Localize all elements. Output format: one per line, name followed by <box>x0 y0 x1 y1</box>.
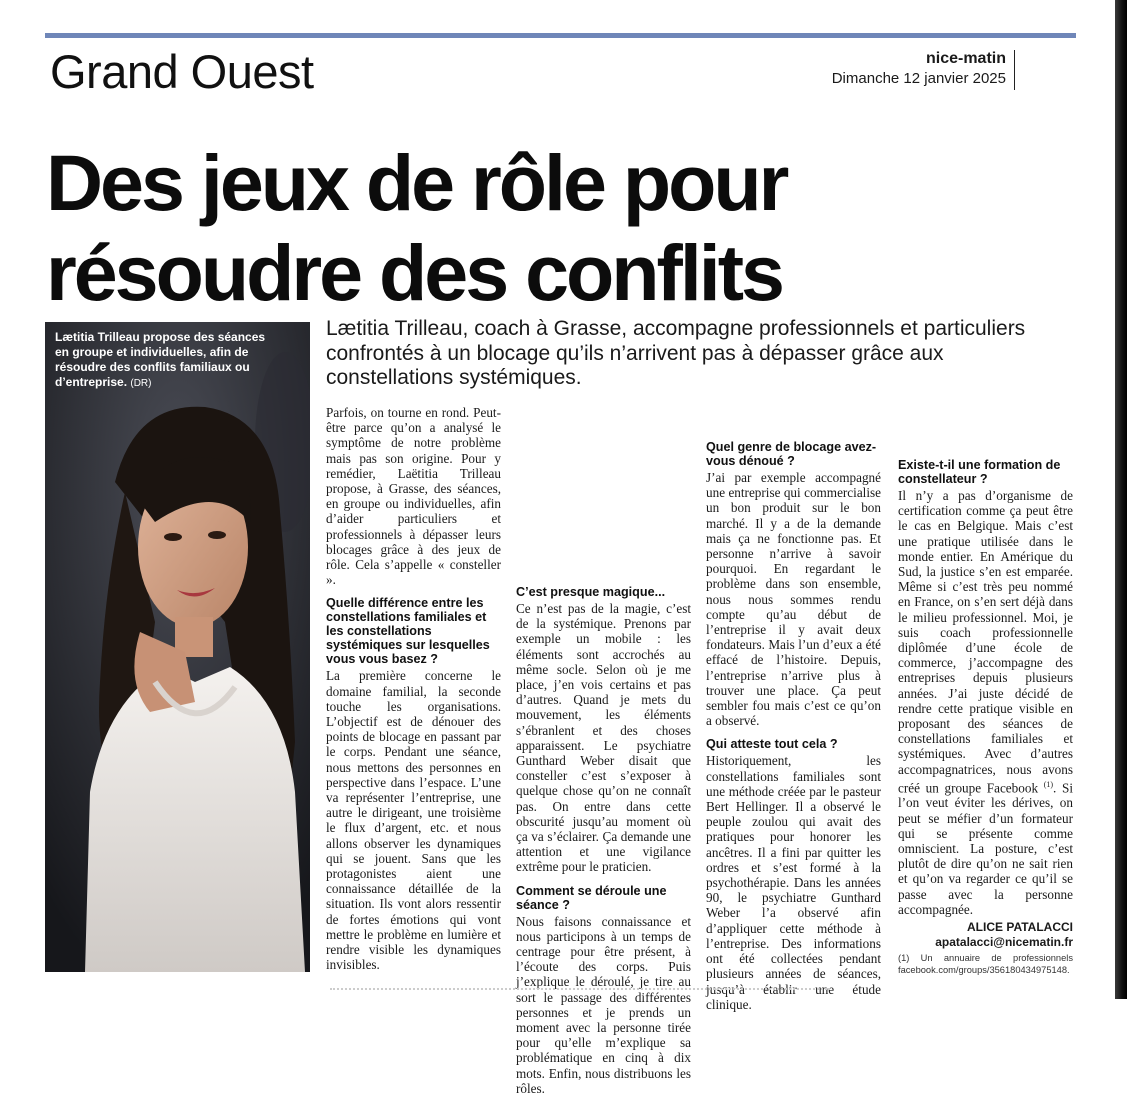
answer-4: J’ai par exemple accompagné une entreprise qui commercialise un bon produit sur le bon marché. Il y a de la demande mais ça ne fonctionne pas. Et personne n’arrive à savoir pourquoi. En regardant le problème dans son ensemble, nous nous sommes rendu compte qu’au début de l’entreprise il y avait deux fondateurs. Mais l’un d’eux a été effacé de l’histoire. Depuis, l’entreprise n’arrive plus à trouver une place. Ça peut sembler fou mais c’est ce qu’on a observé. <box>706 470 881 729</box>
issue-date: Dimanche 12 janvier 2025 <box>831 70 1006 87</box>
author-email: apatalacci@nicematin.fr <box>935 935 1073 950</box>
answer-5: Historiquement, les constellations familiales sont une méthode créée par le pasteur Bert Hellinger. Il a observé le peuple zoulou qui avait des pratiques pour honorer les ancêtres. Il a fini par quitter les ordres et s’est formé à la psychothérapie. Dans les années 90, le psychiatre Gunthard Weber l’a observé afin d’appliquer cette méthode à l’entreprise. Des informations ont été collectées pendant plusieurs années de séances, jusqu’à établir une étude clinique. <box>706 753 881 1012</box>
question-2: C’est presque magique... <box>516 585 666 599</box>
photo-credit: (DR) <box>130 378 152 389</box>
column-3 <box>706 440 881 1012</box>
answer-6 <box>898 488 1073 917</box>
top-rule <box>45 33 1076 38</box>
question-1: Quelle différence entre les constellations familiales et les constellations systémiques sur lesquelles vous vous basez ? <box>326 596 490 667</box>
section-title: Grand Ouest <box>50 45 314 98</box>
headline-line-2: résoudre des conflits <box>46 228 782 317</box>
answer-6-part-1: Il n’y a pas d’organisme de certification comme ça peut être le cas en Belgique. Mais c’est une pratique utilisée dans le monde entier. En Amérique du Sud, la justice s’en est emparée. Même si c’est très peu nommé en France, on s’en sert déjà dans le milieu professionnel. Moi, je suis coach professionnelle diplômée d’une école de commerce, j’accompagne des entreprises depuis plusieurs années. J’ai juste décidé de rendre cette pratique visible en proposant des séances de constellations familiales et systémiques. Avec d’autres accompagnatrices, nous avons créé un groupe Facebook <box>898 488 1073 796</box>
page-edge-shadow <box>1115 0 1127 999</box>
answer-1: La première concerne le domaine familial, la seconde touche les organisations. L’objectif est de dénouer des points de blocage en passant par le corps. Pendant une séance, nous mettons des personnes en perspective dans l’espace. L’une va représenter l’entreprise, une autre le dirigeant, une troisième le flux d’argent, etc. et nous allons observer les dynamiques qui se jouent. Sans que les protagonistes aient une connaissance détaillée de la situation. Ils vont alors ressentir de fortes émotions qui vont mettre le problème en lumière et rendre visible les dynamiques invisibles. <box>326 668 501 973</box>
article-lead: Lætitia Trilleau, coach à Grasse, accompagne professionnels et particuliers confrontés à un blocage qu’ils n’arrivent pas à dépasser grâce aux constellations systémiques. <box>326 317 1026 389</box>
column-1 <box>326 405 501 973</box>
newspaper-name: nice-matin <box>925 50 1006 67</box>
intro-paragraph: Parfois, on tourne en rond. Peut-être parce qu’on a analysé le symptôme de notre problème mais pas son origine. Pour y remédier, Laëtitia Trilleau propose, à Grasse, des séances, en groupe ou individuelles, afin d’aider particuliers et professionnels à dépasser leurs blocages grâce à des jeux de rôle. Cela s’appelle « consteller ». <box>326 405 501 588</box>
answer-2: Ce n’est pas de la magie, c’est de la systémique. Prenons par exemple un mobile : les éléments sont accrochés au même socle. Selon où je me place, j’en vois certains et pas d’autres. Quand je mets du mouvement, les éléments s’ébranlent et des choses apparaissent. Le psychiatre Gunthard Weber disait que consteller c’est s’exposer à quelque chose qu’on ne connaît pas. On entre dans cette obscurité jusqu’au moment où ça va s’éclairer. Ça demande une attention et une vigilance extrême pour le praticien. <box>516 601 691 875</box>
portrait-illustration <box>45 322 310 972</box>
footnote: (1) Un annuaire de professionnels facebook.com/groups/356180434975148. <box>898 953 1073 976</box>
column-4 <box>898 458 1073 976</box>
answer-3: Nous faisons connaissance et nous participons à un temps de centrage pour être présent, à l’écoute des corps. Puis j’explique le déroulé, je tire au sort le passage des différentes personnes et je prends un moment avec la personne tirée pour qu’elle m’explique sa problématique en cinq à dix mots. Enfin, nous distribuons les rôles. <box>516 913 691 1096</box>
masthead <box>832 50 1015 90</box>
photo-caption <box>55 330 275 391</box>
question-5: Qui atteste tout cela ? <box>706 737 838 752</box>
question-6: Existe-t-il une formation de constellateur ? <box>898 458 1061 486</box>
article-photo <box>45 322 310 972</box>
byline <box>898 920 1073 950</box>
author-name: ALICE PATALACCI <box>967 920 1073 935</box>
answer-6-part-2: . Si l’on veut éviter les dérives, on peut se méfier d’un formateur qui se présente comme omniscient. La posture, c’est plutôt de dire qu’on ne sait rien et qu’on va regarder ce qu’il se passe avec la personne accompagnée. <box>898 780 1074 917</box>
footnote-ref: (1) <box>1043 779 1054 789</box>
column-2 <box>516 585 691 1096</box>
headline <box>46 138 1086 318</box>
question-4: Quel genre de blocage avez-vous dénoué ? <box>706 440 877 468</box>
question-3: Comment se déroule une séance ? <box>516 883 667 912</box>
headline-line-1: Des jeux de rôle pour <box>46 138 787 227</box>
caption-text: Lætitia Trilleau propose des séances en groupe et individuelles, afin de résoudre des conflits familiaux ou d’entreprise. <box>55 330 266 389</box>
next-article-bleed <box>330 988 830 996</box>
